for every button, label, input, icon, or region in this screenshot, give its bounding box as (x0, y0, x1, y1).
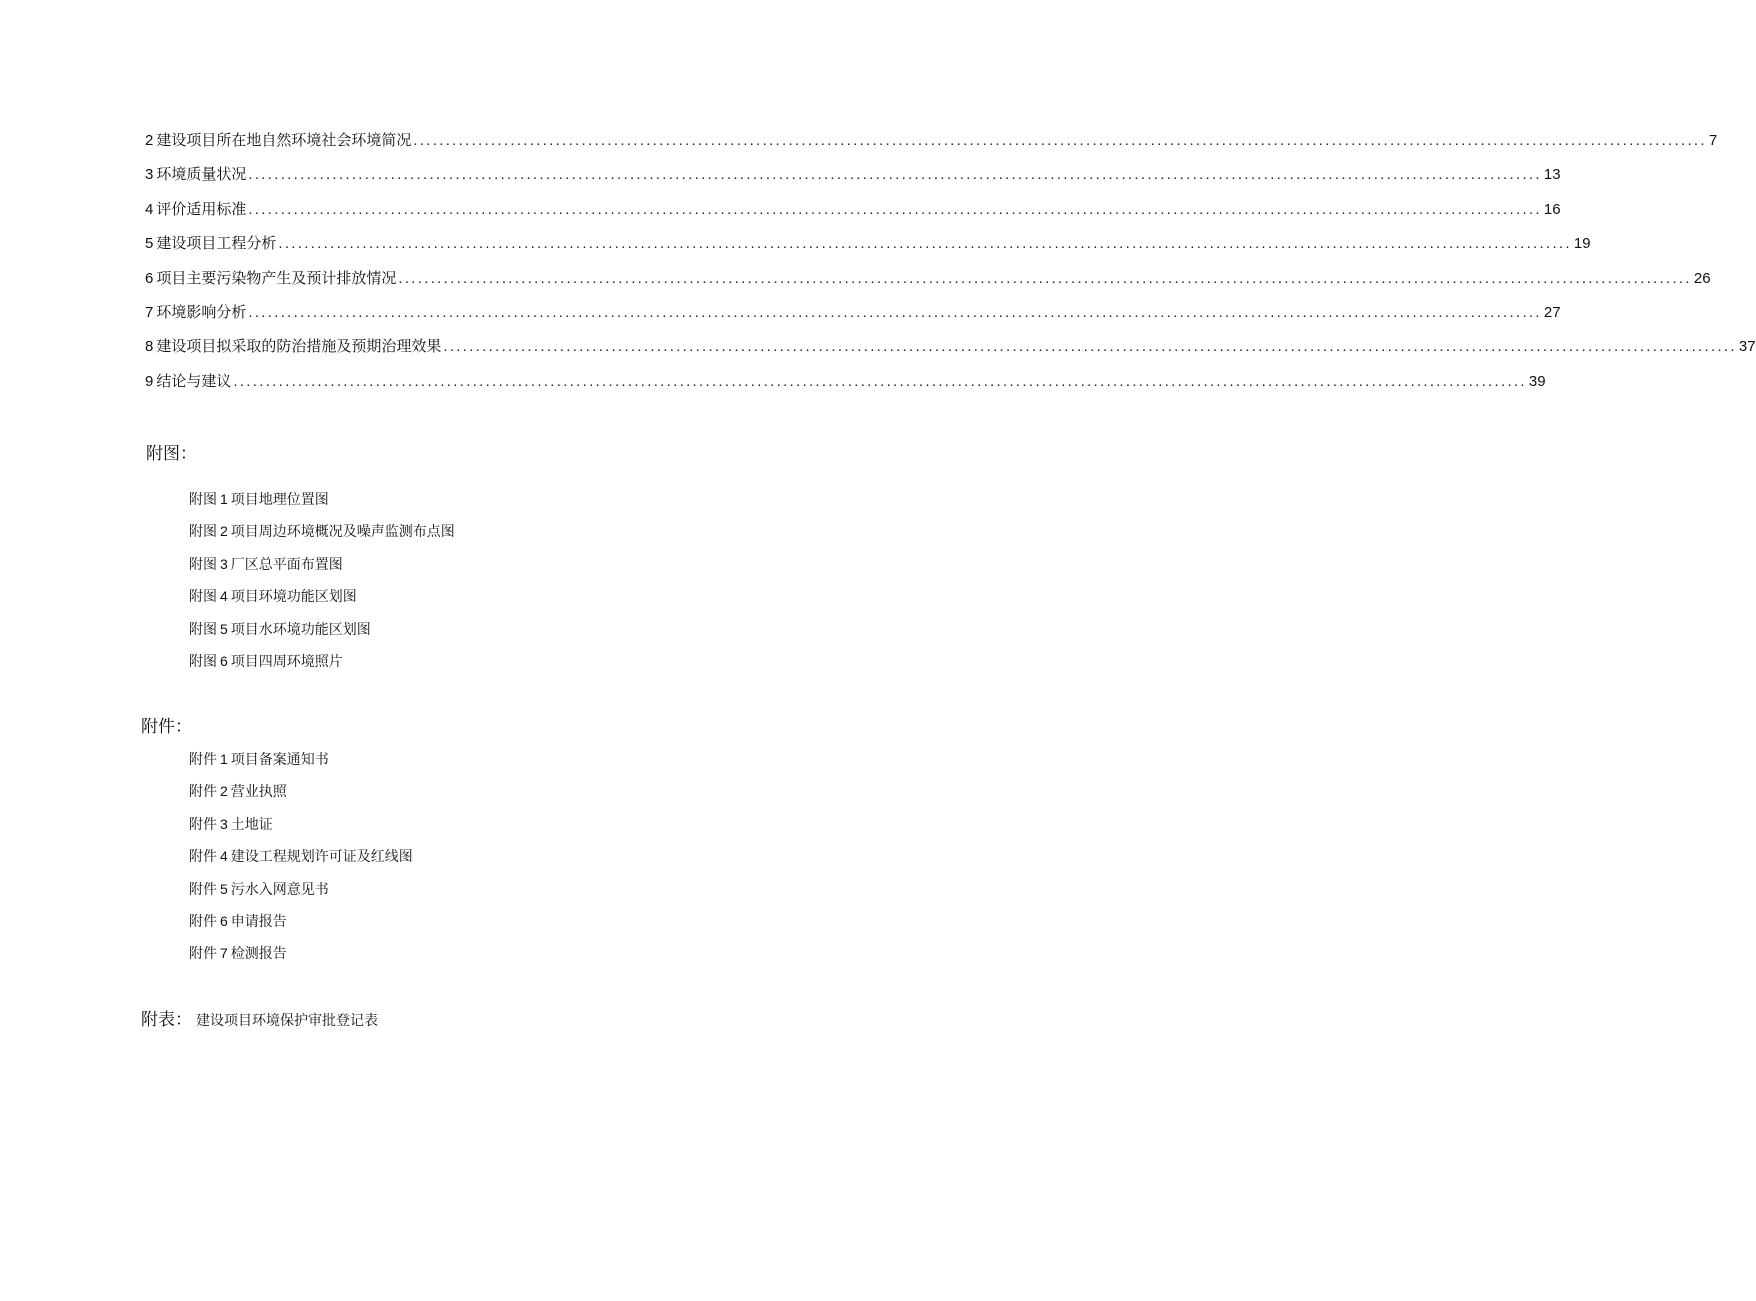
attachment-item[interactable] (189, 844, 413, 876)
figure-title: 项目环境功能区划图 (230, 589, 357, 606)
toc-entry-title: 评价适用标准 (156, 199, 247, 218)
figure-item[interactable] (189, 487, 455, 519)
toc-entry-page: 37 (1738, 338, 1756, 356)
figure-number: 3 (220, 555, 228, 572)
attachment-item[interactable] (189, 909, 413, 941)
figure-number: 4 (220, 588, 228, 605)
toc-entry-page: 26 (1693, 269, 1711, 287)
toc-entry-title: 环境影响分析 (156, 302, 247, 321)
attachment-number: 4 (220, 848, 228, 865)
toc-dot-leader: ........................................................................................................................................................................................................ (413, 132, 1707, 149)
attachment-title: 申请报告 (230, 913, 287, 930)
figure-title: 厂区总平面布置图 (230, 556, 343, 573)
attachment-item[interactable] (189, 747, 413, 779)
attachment-prefix: 附件 (189, 784, 217, 801)
figure-item[interactable] (189, 649, 455, 681)
toc-entry-number: 6 (145, 269, 154, 287)
toc-entry-number: 4 (145, 200, 154, 218)
toc-entry-title: 环境质量状况 (156, 165, 247, 184)
toc-entry-page: 7 (1708, 132, 1718, 149)
toc-entry[interactable] (145, 197, 1561, 231)
figure-prefix: 附图 (189, 589, 217, 606)
toc-entry-number: 8 (145, 338, 154, 356)
toc-entry-number: 7 (145, 303, 154, 321)
figure-item[interactable] (189, 519, 455, 551)
attachment-item[interactable] (189, 877, 413, 909)
attachment-item[interactable] (189, 812, 413, 844)
toc-entry-title: 结论与建议 (156, 371, 232, 390)
toc-entry-number: 3 (145, 166, 154, 184)
toc-entry-page: 27 (1543, 303, 1561, 321)
attachment-title: 检测报告 (230, 946, 287, 963)
attachments-heading: 附件： (141, 717, 192, 737)
toc-dot-leader: ........................................................................................................................................................................................................ (248, 166, 1542, 184)
attachment-number: 5 (220, 880, 228, 897)
toc-entry[interactable] (145, 369, 1546, 403)
attachment-prefix: 附件 (189, 752, 217, 768)
attachment-prefix: 附件 (189, 881, 217, 898)
toc-entry-title: 建设项目所在地自然环境社会环境简况 (156, 131, 412, 149)
toc-entry-number: 9 (145, 372, 154, 390)
toc-entry[interactable] (145, 162, 1561, 196)
attachment-title: 土地证 (230, 816, 273, 833)
figures-list (189, 487, 455, 681)
toc-entry-page: 13 (1543, 166, 1561, 184)
figure-number: 1 (220, 491, 228, 507)
toc-dot-leader: ........................................................................................................................................................................................................ (278, 235, 1572, 253)
toc-entry-page: 16 (1543, 200, 1561, 218)
toc-entry-title: 建设项目拟采取的防治措施及预期治理效果 (156, 337, 442, 356)
attachment-prefix: 附件 (189, 816, 217, 833)
toc-dot-leader: ........................................................................................................................................................................................................ (443, 338, 1737, 356)
figure-prefix: 附图 (189, 524, 217, 541)
figure-number: 2 (220, 523, 228, 540)
toc-entry[interactable] (145, 300, 1561, 334)
toc-entry[interactable] (145, 334, 1756, 368)
attachment-number: 2 (220, 783, 228, 800)
attachment-title: 营业执照 (230, 784, 287, 801)
toc-entry-title: 建设项目工程分析 (156, 234, 277, 253)
toc-entry-title: 项目主要污染物产生及预计排放情况 (156, 268, 397, 287)
toc-entry-page: 19 (1573, 235, 1591, 253)
toc-dot-leader: ........................................................................................................................................................................................................ (233, 372, 1527, 390)
figure-item[interactable] (189, 617, 455, 649)
appendix-table-title: 建设项目环境保护审批登记表 (196, 1013, 378, 1029)
toc-entry-number: 2 (145, 132, 154, 149)
figure-item[interactable] (189, 552, 455, 584)
attachment-title: 项目备案通知书 (230, 752, 329, 768)
figure-number: 6 (220, 652, 228, 669)
appendix-table-heading: 附表： (141, 1010, 192, 1030)
attachment-number: 1 (220, 751, 228, 767)
attachment-item[interactable] (189, 941, 413, 973)
toc-entry[interactable] (145, 266, 1711, 300)
attachment-number: 6 (220, 912, 228, 929)
attachment-item[interactable] (189, 779, 413, 811)
figure-title: 项目四周环境照片 (230, 653, 343, 670)
attachment-prefix: 附件 (189, 849, 217, 866)
figure-number: 5 (220, 620, 228, 637)
figure-prefix: 附图 (189, 653, 217, 670)
attachment-number: 7 (220, 945, 228, 962)
attachments-list (189, 747, 413, 974)
figures-heading: 附图： (146, 444, 197, 464)
attachment-title: 建设工程规划许可证及红线图 (230, 849, 413, 866)
toc-entry[interactable] (145, 128, 1718, 162)
figure-title: 项目水环境功能区划图 (230, 621, 371, 638)
attachment-title: 污水入网意见书 (230, 881, 329, 898)
toc-entry-number: 5 (145, 235, 154, 253)
figure-title: 项目地理位置图 (230, 492, 329, 508)
toc-entry-page: 39 (1528, 372, 1546, 390)
figure-title: 项目周边环境概况及噪声监测布点图 (230, 524, 455, 541)
figure-prefix: 附图 (189, 492, 217, 508)
appendix-table-line[interactable] (141, 1008, 378, 1033)
attachment-prefix: 附件 (189, 946, 217, 963)
attachment-prefix: 附件 (189, 913, 217, 930)
toc-entry[interactable] (145, 231, 1591, 265)
toc-dot-leader: ........................................................................................................................................................................................................ (398, 269, 1692, 287)
toc-dot-leader: ........................................................................................................................................................................................................ (248, 303, 1542, 321)
figure-prefix: 附图 (189, 556, 217, 573)
table-of-contents (145, 128, 1756, 403)
attachment-number: 3 (220, 815, 228, 832)
figure-item[interactable] (189, 584, 455, 616)
figure-prefix: 附图 (189, 621, 217, 638)
toc-dot-leader: ........................................................................................................................................................................................................ (248, 200, 1542, 218)
